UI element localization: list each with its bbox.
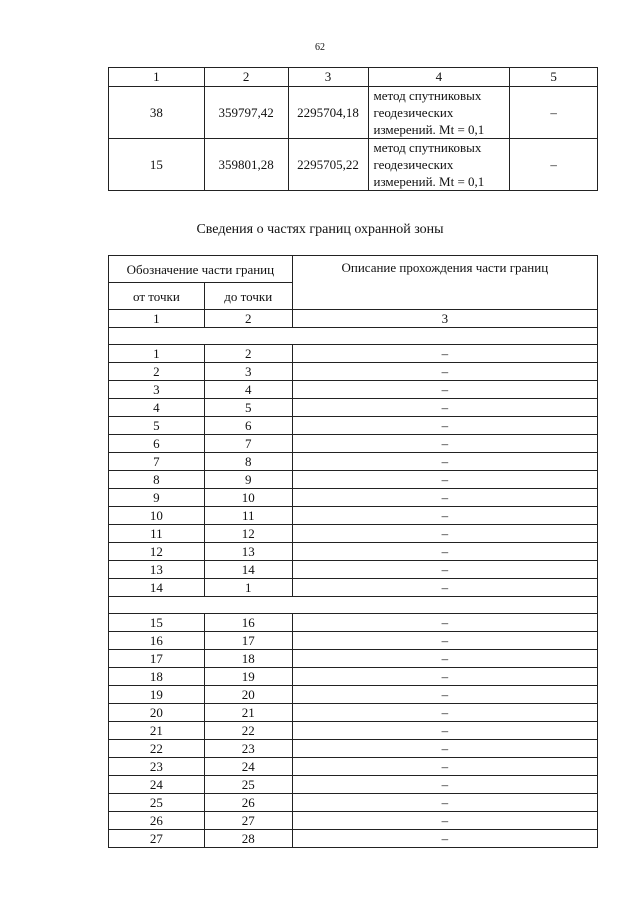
- to-point-cell: 27: [204, 812, 292, 830]
- method-text-line: метод спутниковых: [373, 140, 482, 155]
- description-cell: –: [292, 561, 597, 579]
- table-row: [109, 794, 598, 812]
- from-point-cell: 23: [109, 758, 205, 776]
- description-cell: –: [292, 453, 597, 471]
- table-row: [109, 543, 598, 561]
- table-row: [109, 614, 598, 632]
- from-point-cell: 24: [109, 776, 205, 794]
- table-row: [109, 686, 598, 704]
- table-row: [109, 722, 598, 740]
- y-coordinate-cell: 2295704,18: [288, 87, 368, 139]
- from-point-cell: 3: [109, 381, 205, 399]
- boundary-parts-table-body: [109, 256, 598, 848]
- table-row: [109, 399, 598, 417]
- point-number-cell: 15: [109, 139, 205, 191]
- from-point-cell: 4: [109, 399, 205, 417]
- to-point-cell: 8: [204, 453, 292, 471]
- method-cell: [368, 87, 510, 139]
- description-cell: –: [292, 471, 597, 489]
- to-point-cell: 20: [204, 686, 292, 704]
- to-point-cell: 1: [204, 579, 292, 597]
- coordinates-table: [108, 67, 598, 191]
- description-cell: –: [292, 435, 597, 453]
- to-point-cell: 21: [204, 704, 292, 722]
- column-number: 3: [288, 68, 368, 87]
- note-cell: –: [510, 139, 598, 191]
- description-cell: –: [292, 686, 597, 704]
- description-cell: –: [292, 704, 597, 722]
- from-point-cell: 1: [109, 345, 205, 363]
- to-point-cell: 25: [204, 776, 292, 794]
- description-cell: –: [292, 812, 597, 830]
- coordinate-row: [109, 87, 598, 139]
- table-row: [109, 525, 598, 543]
- table-row: [109, 435, 598, 453]
- from-point-cell: 21: [109, 722, 205, 740]
- method-text-line: измерений. Mt = 0,1: [373, 122, 485, 137]
- table-row: [109, 650, 598, 668]
- from-point-cell: 10: [109, 507, 205, 525]
- to-point-cell: 2: [204, 345, 292, 363]
- y-coordinate-cell: 2295705,22: [288, 139, 368, 191]
- to-point-cell: 26: [204, 794, 292, 812]
- description-cell: –: [292, 614, 597, 632]
- from-point-cell: 11: [109, 525, 205, 543]
- from-point-cell: 6: [109, 435, 205, 453]
- to-point-cell: 3: [204, 363, 292, 381]
- column-number: 4: [368, 68, 510, 87]
- coordinate-row: [109, 139, 598, 191]
- to-point-cell: 10: [204, 489, 292, 507]
- to-point-cell: 4: [204, 381, 292, 399]
- from-point-header: от точки: [109, 283, 205, 310]
- description-cell: –: [292, 363, 597, 381]
- column-number: 5: [510, 68, 598, 87]
- from-point-cell: 19: [109, 686, 205, 704]
- to-point-cell: 9: [204, 471, 292, 489]
- to-point-cell: 23: [204, 740, 292, 758]
- to-point-cell: 13: [204, 543, 292, 561]
- from-point-cell: 27: [109, 830, 205, 848]
- from-point-cell: 13: [109, 561, 205, 579]
- to-point-header: до точки: [204, 283, 292, 310]
- table-row: [109, 740, 598, 758]
- description-header: Описание прохождения части границ: [292, 256, 597, 310]
- to-point-cell: 22: [204, 722, 292, 740]
- to-point-cell: 16: [204, 614, 292, 632]
- from-point-cell: 14: [109, 579, 205, 597]
- parts-column-number-row: [109, 310, 598, 328]
- table-row: [109, 453, 598, 471]
- note-cell: –: [510, 87, 598, 139]
- table-row: [109, 830, 598, 848]
- column-number: 3: [292, 310, 597, 328]
- from-point-cell: 15: [109, 614, 205, 632]
- method-text-line: геодезических: [373, 157, 454, 172]
- column-number: 1: [109, 310, 205, 328]
- x-coordinate-cell: 359797,42: [204, 87, 288, 139]
- boundary-parts-table: [108, 255, 598, 848]
- from-point-cell: 16: [109, 632, 205, 650]
- description-cell: –: [292, 345, 597, 363]
- to-point-cell: 11: [204, 507, 292, 525]
- group-spacer-row: [109, 597, 598, 614]
- description-cell: –: [292, 579, 597, 597]
- to-point-cell: 7: [204, 435, 292, 453]
- description-cell: –: [292, 722, 597, 740]
- from-point-cell: 2: [109, 363, 205, 381]
- description-cell: –: [292, 794, 597, 812]
- to-point-cell: 17: [204, 632, 292, 650]
- table-row: [109, 579, 598, 597]
- group-spacer-row: [109, 328, 598, 345]
- parts-header-row: [109, 256, 598, 283]
- from-point-cell: 26: [109, 812, 205, 830]
- table-row: [109, 758, 598, 776]
- to-point-cell: 6: [204, 417, 292, 435]
- table-row: [109, 776, 598, 794]
- from-point-cell: 12: [109, 543, 205, 561]
- description-cell: –: [292, 381, 597, 399]
- description-cell: –: [292, 632, 597, 650]
- table-row: [109, 812, 598, 830]
- designation-header: Обозначение части границ: [109, 256, 293, 283]
- table-row: [109, 489, 598, 507]
- to-point-cell: 24: [204, 758, 292, 776]
- column-number: 1: [109, 68, 205, 87]
- to-point-cell: 19: [204, 668, 292, 686]
- description-cell: –: [292, 776, 597, 794]
- table-row: [109, 668, 598, 686]
- from-point-cell: 25: [109, 794, 205, 812]
- column-number: 2: [204, 310, 292, 328]
- to-point-cell: 18: [204, 650, 292, 668]
- from-point-cell: 18: [109, 668, 205, 686]
- table-row: [109, 632, 598, 650]
- point-number-cell: 38: [109, 87, 205, 139]
- x-coordinate-cell: 359801,28: [204, 139, 288, 191]
- description-cell: –: [292, 507, 597, 525]
- table-row: [109, 417, 598, 435]
- table-row: [109, 471, 598, 489]
- from-point-cell: 17: [109, 650, 205, 668]
- description-cell: –: [292, 399, 597, 417]
- from-point-cell: 22: [109, 740, 205, 758]
- to-point-cell: 14: [204, 561, 292, 579]
- column-number: 2: [204, 68, 288, 87]
- table-row: [109, 561, 598, 579]
- table-row: [109, 704, 598, 722]
- description-cell: –: [292, 758, 597, 776]
- to-point-cell: 28: [204, 830, 292, 848]
- table-row: [109, 507, 598, 525]
- description-cell: –: [292, 417, 597, 435]
- table-row: [109, 381, 598, 399]
- to-point-cell: 5: [204, 399, 292, 417]
- method-cell: [368, 139, 510, 191]
- description-cell: –: [292, 740, 597, 758]
- coordinates-header-row: [109, 68, 598, 87]
- description-cell: –: [292, 830, 597, 848]
- from-point-cell: 8: [109, 471, 205, 489]
- to-point-cell: 12: [204, 525, 292, 543]
- from-point-cell: 7: [109, 453, 205, 471]
- method-text-line: измерений. Mt = 0,1: [373, 174, 485, 189]
- spacer-cell: [109, 328, 598, 345]
- description-cell: –: [292, 543, 597, 561]
- table-row: [109, 345, 598, 363]
- coordinates-table-body: [109, 68, 598, 191]
- description-cell: –: [292, 650, 597, 668]
- from-point-cell: 5: [109, 417, 205, 435]
- description-cell: –: [292, 525, 597, 543]
- description-cell: –: [292, 668, 597, 686]
- table-row: [109, 363, 598, 381]
- description-cell: –: [292, 489, 597, 507]
- page-number: 62: [315, 42, 325, 53]
- spacer-cell: [109, 597, 598, 614]
- method-text-line: метод спутниковых: [373, 88, 482, 103]
- method-text-line: геодезических: [373, 105, 454, 120]
- section-title: Сведения о частях границ охранной зоны: [196, 222, 444, 237]
- from-point-cell: 20: [109, 704, 205, 722]
- from-point-cell: 9: [109, 489, 205, 507]
